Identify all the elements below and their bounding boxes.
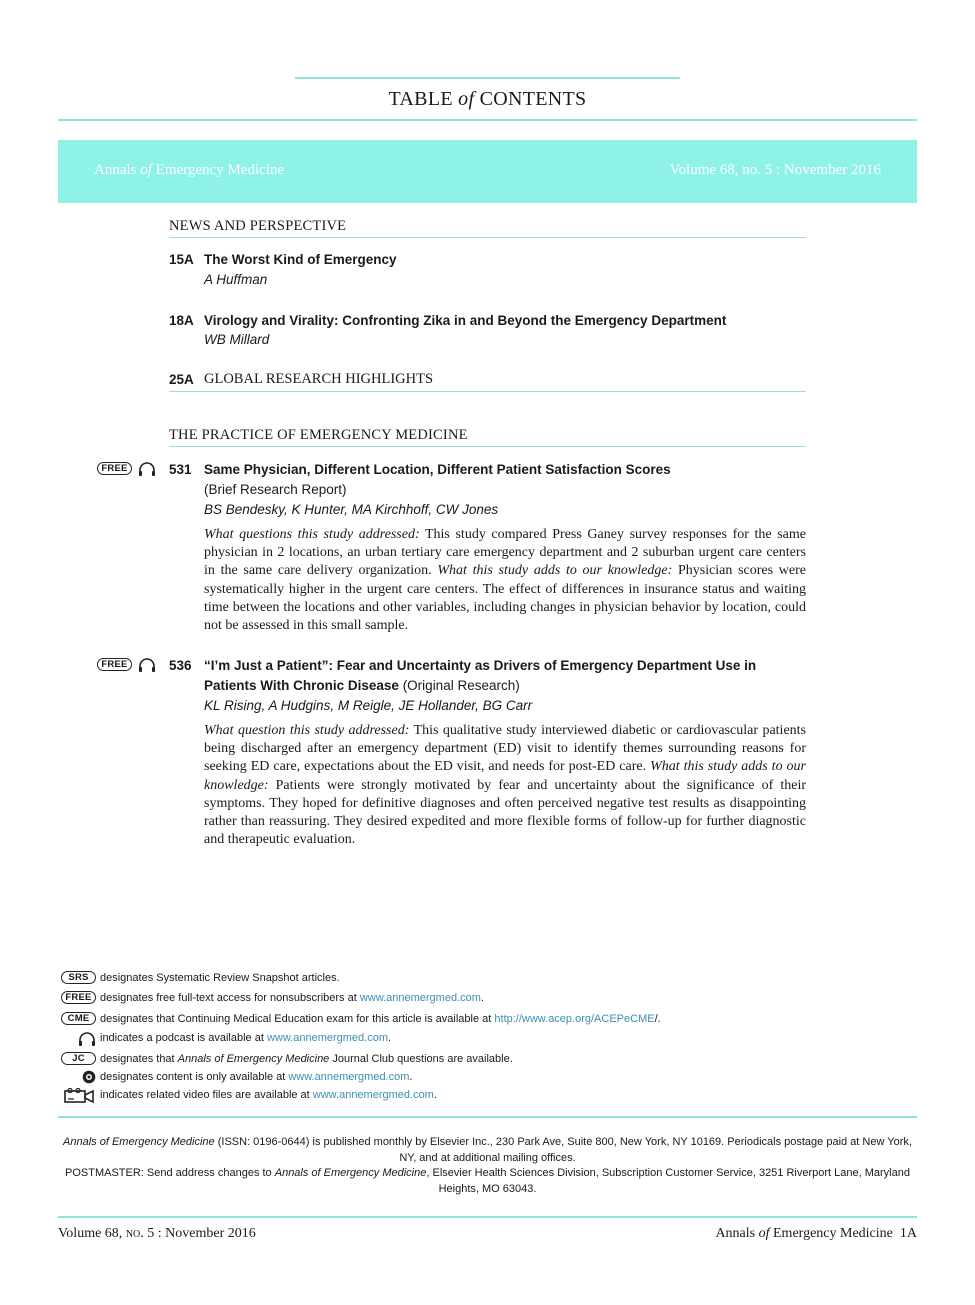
legend-journal-club: JC designates that Annals of Emergency Medicine Journal Club questions are available. bbox=[58, 1052, 758, 1068]
legend-srs: SRS designates Systematic Review Snapshot articles. bbox=[58, 971, 758, 987]
section-news-heading: NEWS AND PERSPECTIVE bbox=[169, 218, 347, 234]
legend-video: indicates related video files are available at www.annemergmed.com. bbox=[58, 1088, 758, 1104]
online-only-icon bbox=[82, 1070, 96, 1084]
video-link[interactable]: www.annemergmed.com bbox=[312, 1089, 434, 1101]
article-abstract: What questions this study addressed: This study compared Press Ganey survey responses for the same physician in 2 locations, an urban tertiary care emergency department and 2 suburban urgent care centers in the same care delivery organization. What this study adds to our knowledge: Physician scores were systematically higher in the urgent care centers. The effect of differences in insurance status and waiting time between the locations and other variables, including changes in physician behavior by location, could not be assessed in this small sample. bbox=[204, 527, 806, 634]
band-journal-name: Annals of Emergency Medicine bbox=[94, 162, 285, 178]
entry-title[interactable]: Virology and Virality: Confronting Zika in and Beyond the Emergency Department bbox=[204, 313, 727, 328]
postmaster-info: POSTMASTER: Send address changes to Annals of Emergency Medicine, Elsevier Health Sciences Division, Subscription Customer Service, 3251 Riverport Lane, Maryland Heights, MO 63043. bbox=[65, 1167, 910, 1195]
section-practice-rule bbox=[169, 446, 806, 447]
entry-page: 25A bbox=[169, 372, 194, 387]
journal-club-badge-icon: JC bbox=[61, 1052, 96, 1065]
legend-free: FREE designates free full-text access for nonsubscribers at www.annemergmed.com. bbox=[58, 991, 758, 1007]
podcast-headphones-icon bbox=[138, 461, 156, 477]
article-title[interactable]: Same Physician, Different Location, Different Patient Satisfaction Scores bbox=[204, 462, 671, 477]
article-authors: KL Rising, A Hudgins, M Reigle, JE Hollander, BG Carr bbox=[204, 698, 533, 713]
footer-rule bbox=[58, 1216, 917, 1218]
free-badge-icon: FREE bbox=[97, 462, 132, 475]
cme-badge-icon: CME bbox=[61, 1012, 96, 1025]
article-page: 531 bbox=[169, 462, 192, 477]
entry-page: 15A bbox=[169, 252, 194, 267]
podcast-headphones-icon bbox=[78, 1031, 96, 1047]
legend-cme: CME designates that Continuing Medical Education exam for this article is available at http://www.acep.org/ACEPeCME/. bbox=[58, 1012, 818, 1028]
title-rule bbox=[58, 119, 917, 121]
section-practice-heading: THE PRACTICE OF EMERGENCY MEDICINE bbox=[169, 427, 468, 443]
entry-title[interactable]: The Worst Kind of Emergency bbox=[204, 252, 397, 267]
article-type: (Brief Research Report) bbox=[204, 482, 347, 497]
page-number: 1A bbox=[899, 1226, 917, 1241]
article-page: 536 bbox=[169, 658, 192, 673]
free-badge-icon: FREE bbox=[61, 991, 96, 1004]
article-title[interactable]: “I’m Just a Patient”: Fear and Uncertainty as Drivers of Emergency Department Use in Patients With Chronic Disease (Original Research) bbox=[204, 658, 757, 693]
free-badge-icon: FREE bbox=[97, 658, 132, 671]
cme-link[interactable]: http://www.acep.org/ACEPeCME bbox=[494, 1013, 655, 1025]
entry-page: 18A bbox=[169, 313, 194, 328]
legend-online-only: designates content is only available at www.annemergmed.com. bbox=[58, 1070, 758, 1086]
highlights-rule bbox=[169, 391, 806, 392]
article-abstract: What question this study addressed: This qualitative study interviewed diabetic or cardiovascular patients being discharged after an emergency department (ED) visit to identify themes surrounding reasons for seeking ED care, expectations about the ED visit, and needs for post-ED care. What this study adds to our knowledge: Patients were strongly motivated by fear and uncertainty about the significance of their symptoms. They hoped for definitive diagnoses and often perceived negative test results as disappointing rather than reassuring. They desired expedited and more flexible forms of follow-up for further diagnostic and therapeutic evaluation. bbox=[204, 723, 806, 848]
global-research-highlights[interactable]: GLOBAL RESEARCH HIGHLIGHTS bbox=[204, 371, 434, 387]
page-title: TABLE of CONTENTS bbox=[388, 88, 587, 110]
podcast-headphones-icon bbox=[138, 657, 156, 673]
free-access-link[interactable]: www.annemergmed.com bbox=[359, 992, 481, 1004]
publication-info: Annals of Emergency Medicine (ISSN: 0196-0644) is published monthly by Elsevier Inc., 230 Park Ave, Suite 800, New York, NY 10169. Periodicals postage paid at New York, NY, and at additional mailing offices. bbox=[63, 1136, 912, 1164]
online-only-link[interactable]: www.annemergmed.com bbox=[288, 1071, 410, 1083]
article-authors: BS Bendesky, K Hunter, MA Kirchhoff, CW Jones bbox=[204, 502, 499, 517]
video-camera-icon bbox=[64, 1088, 96, 1104]
legend-podcast: indicates a podcast is available at www.annemergmed.com. bbox=[58, 1031, 758, 1047]
srs-badge-icon: SRS bbox=[61, 971, 96, 984]
footer-journal: Annals of Emergency Medicine 1A bbox=[715, 1226, 917, 1241]
section-news-rule bbox=[169, 237, 806, 238]
podcast-link[interactable]: www.annemergmed.com bbox=[266, 1032, 388, 1044]
entry-authors: WB Millard bbox=[204, 332, 270, 347]
entry-authors: A Huffman bbox=[204, 272, 268, 287]
legend-rule bbox=[58, 1116, 917, 1118]
top-rule bbox=[295, 77, 680, 79]
band-issue: Volume 68, no. 5 : November 2016 bbox=[669, 162, 881, 178]
footer-volume: Volume 68, no. 5 : November 2016 bbox=[58, 1226, 256, 1241]
